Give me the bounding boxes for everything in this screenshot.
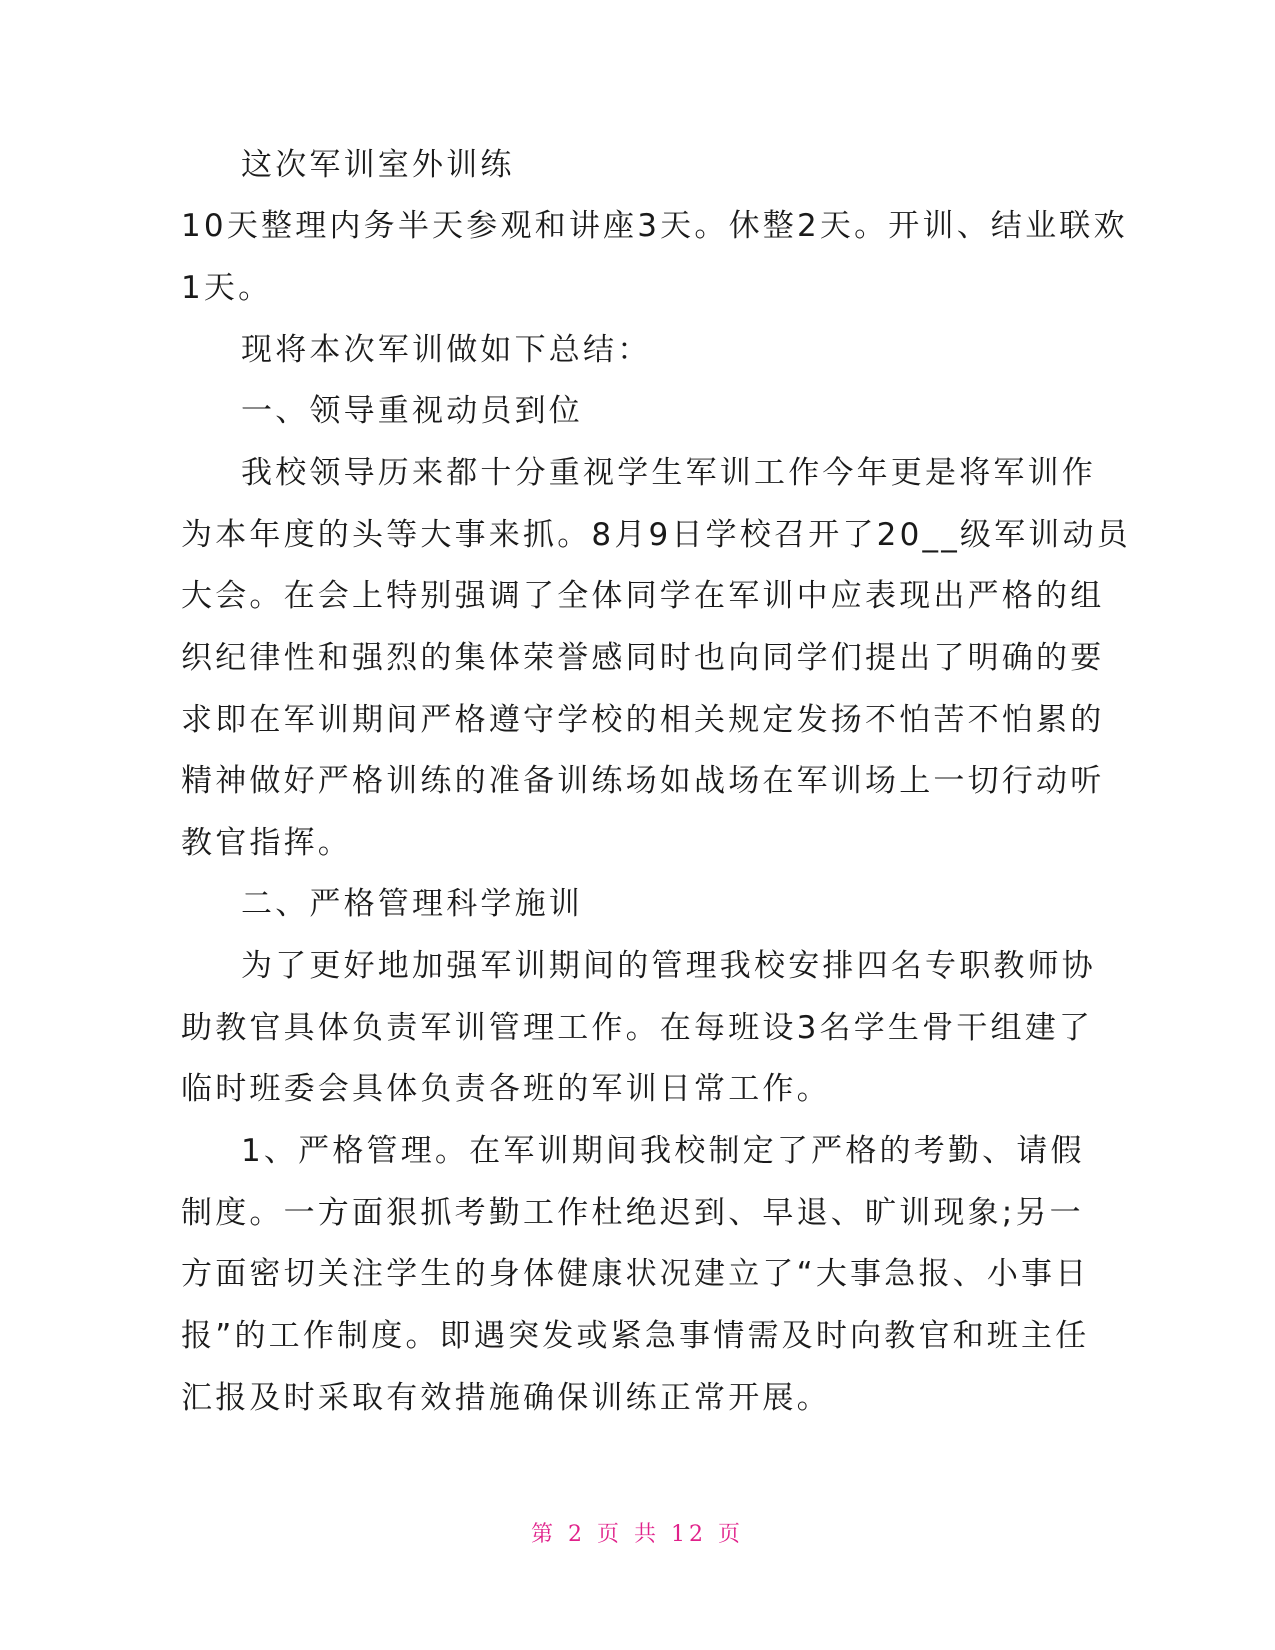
page-number-footer: 第 2 页 共 12 页: [531, 1522, 744, 1547]
section-intro-line: 这次军训室外训练: [241, 147, 515, 183]
paragraph-line: 求即在军训期间严格遵守学校的相关规定发扬不怕苦不怕累的: [181, 702, 1105, 738]
section-heading-2: 二、严格管理科学施训: [241, 886, 583, 922]
section-heading-1: 一、领导重视动员到位: [241, 393, 583, 429]
paragraph-line: 1天。: [181, 270, 273, 306]
paragraph-line: 织纪律性和强烈的集体荣誉感同时也向同学们提出了明确的要: [181, 640, 1105, 676]
paragraph-line: 助教官具体负责军训管理工作。在每班设3名学生骨干组建了: [181, 1010, 1094, 1046]
paragraph-line: 方面密切关注学生的身体健康状况建立了“大事急报、小事日: [181, 1256, 1090, 1292]
paragraph-line: 为本年度的头等大事来抓。8月9日学校召开了20__级军训动员: [181, 517, 1131, 553]
paragraph-line: 现将本次军训做如下总结：: [241, 332, 652, 368]
paragraph-line: 教官指挥。: [181, 825, 352, 861]
paragraph-line: 制度。一方面狠抓考勤工作杜绝迟到、早退、旷训现象;另一: [181, 1195, 1084, 1231]
paragraph-line: 10天整理内务半天参观和讲座3天。休整2天。开训、结业联欢: [181, 208, 1128, 244]
list-item-heading: 1、严格管理。在军训期间我校制定了严格的考勤、请假: [241, 1133, 1085, 1169]
paragraph-line: 大会。在会上特别强调了全体同学在军训中应表现出严格的组: [181, 578, 1105, 614]
paragraph-line: 汇报及时采取有效措施确保训练正常开展。: [181, 1380, 831, 1416]
paragraph-line: 临时班委会具体负责各班的军训日常工作。: [181, 1071, 831, 1107]
paragraph-line: 为了更好地加强军训期间的管理我校安排四名专职教师协: [241, 948, 1096, 984]
paragraph-line: 精神做好严格训练的准备训练场如战场在军训场上一切行动听: [181, 763, 1105, 799]
paragraph-line: 报”的工作制度。即遇突发或紧急事情需及时向教官和班主任: [181, 1318, 1090, 1354]
paragraph-line: 我校领导历来都十分重视学生军训工作今年更是将军训作: [241, 455, 1096, 491]
